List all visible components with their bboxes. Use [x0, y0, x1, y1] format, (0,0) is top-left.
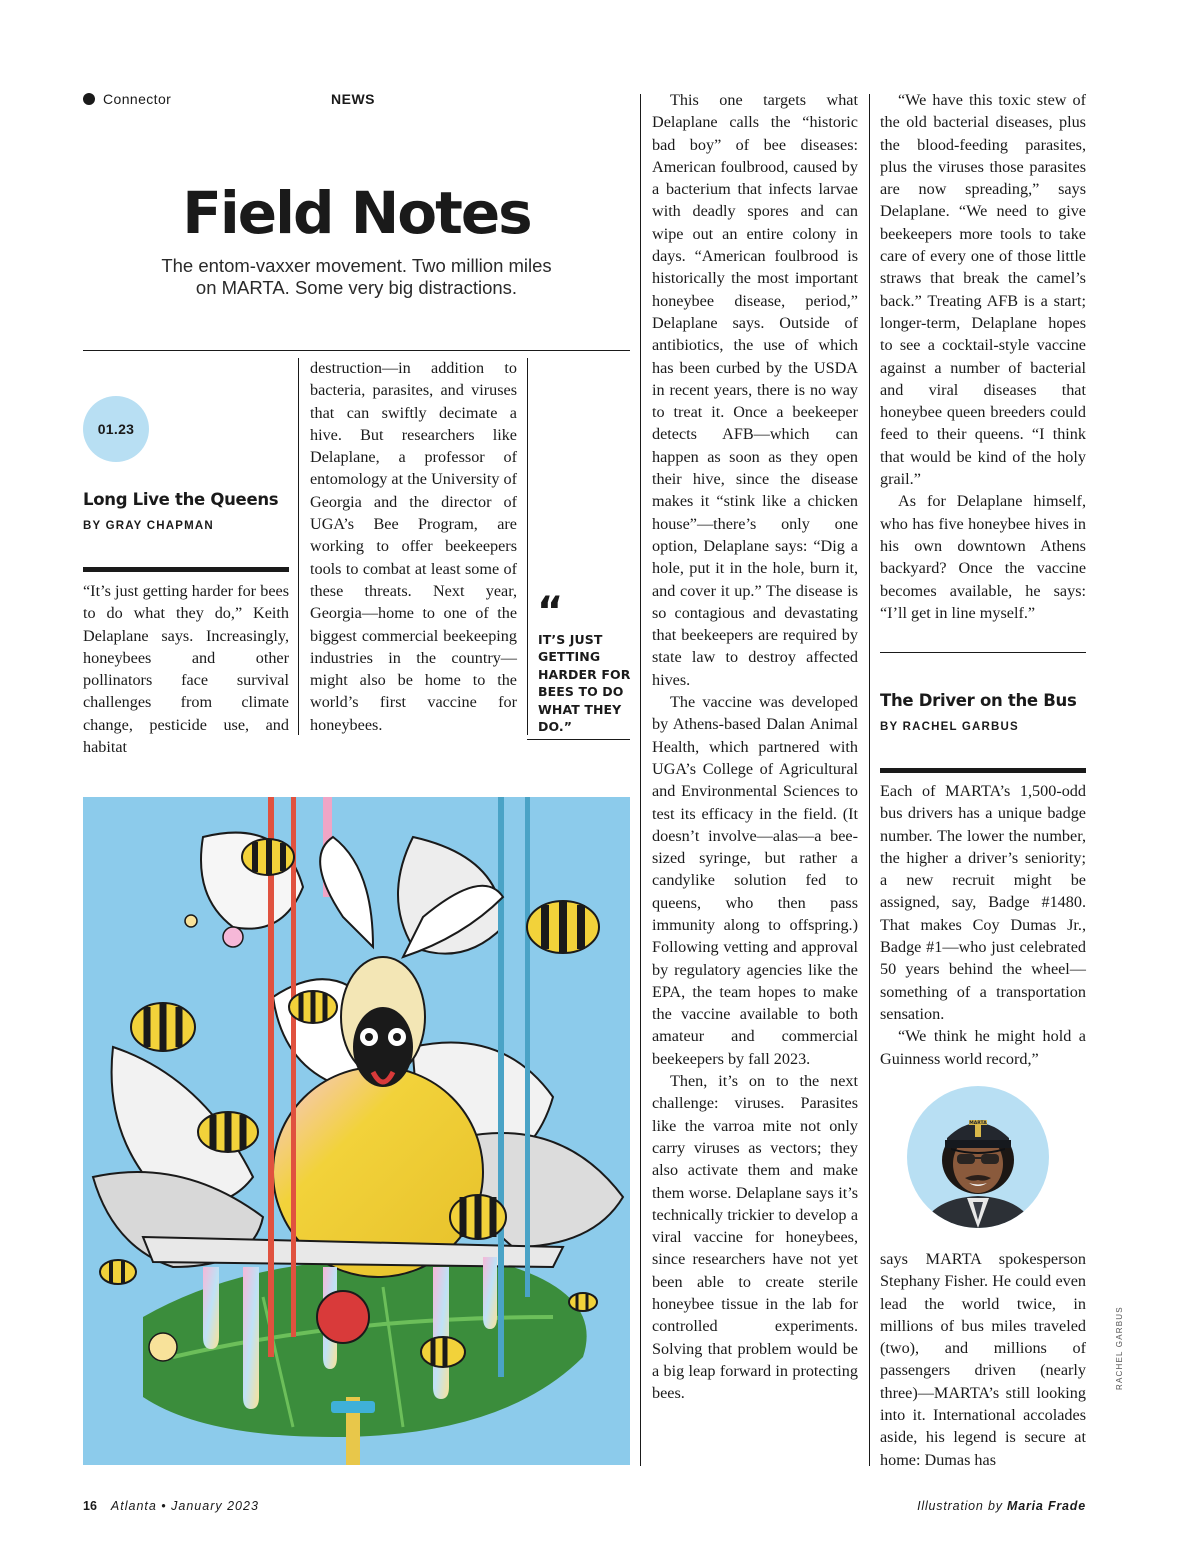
story2-paragraph: says MARTA spokesperson Stephany Fisher. He could even lead the world twice, in millions of bus miles traveled (two), and millions of passengers driven (nearly three)—MARTA’s still looking into it. International accolades aside, his legend is secure at home: Dumas has: [880, 1250, 1086, 1469]
story1-paragraph: destruction—in addition to bacteria, parasites, and viruses that can swiftly decimate a hive. But researchers like Delaplane, a professor of entomology at the University of Georgia and the director of UGA’s Bee Program, are working to offer beekeepers tools to combat at least some of these threats. Next year, Georgia—home to one of the biggest commercial beekeeping industries in the country—might also be home to the world’s first vaccine for honeybees.: [310, 359, 517, 734]
story1-title: Long Live the Queens: [83, 490, 279, 509]
date-badge: 01.23: [83, 396, 149, 462]
column-divider-right: [869, 94, 870, 1466]
credit-name: Maria Frade: [1007, 1499, 1086, 1513]
driver-portrait: [907, 1086, 1049, 1228]
dek-line-1: The entom-vaxxer movement. Two million miles: [161, 255, 552, 276]
story1-paragraph: The vaccine was developed by Athens-based Dalan Animal Health, which partnered with UGA’s College of Agricultural and Environmental Sciences to test its efficacy in the field. (It doesn’t involve—alas—a bee-sized syringe, but rather a candylike solution fed to queens, who then pass immunity along to offspring.) Following vetting and approval by regulatory agencies like the EPA, the team hopes to make the vaccine available to both amateur and commercial beekeepers by fall 2023.: [652, 693, 858, 1068]
story2-byline: BY RACHEL GARBUS: [880, 721, 1019, 733]
story2-title: The Driver on the Bus: [880, 691, 1077, 710]
credit-prefix: Illustration by: [917, 1499, 1008, 1513]
header-divider: [83, 350, 630, 351]
bee-flower-illustration: [83, 797, 630, 1465]
category-label: NEWS: [331, 91, 375, 107]
page-folio: [83, 1499, 259, 1513]
section-label: [83, 91, 171, 107]
page-dek: [83, 255, 630, 299]
section-name: Connector: [103, 91, 172, 107]
story1-paragraph: “We have this toxic stew of the old bacterial diseases, plus the blood-feeding parasites, plus the viruses those parasites are now spreading,” says Delaplane. “We need to give beekeepers more tools to take care of every one of those little straws that break the camel’s back.” Treating AFB is a start; longer-term, Delaplane hopes to see a cocktail-style vaccine against a number of bacterial and viral diseases that honeybee queen breeders could feed to their queens. “I think that would be kind of the holy grail.”: [880, 91, 1086, 489]
illustration-credit: [917, 1499, 1086, 1513]
story2-rule: [880, 768, 1086, 773]
story-divider: [880, 652, 1086, 653]
magazine-issue: Atlanta • January 2023: [110, 1499, 259, 1513]
story2-paragraph: “We think he might hold a Guinness world record,”: [880, 1027, 1086, 1068]
story2-paragraph: Each of MARTA’s 1,500-odd bus drivers has a unique badge number. The lower the number, the higher a driver’s seniority; a new recruit might be assigned, say, Badge #1480. That makes Coy Dumas Jr., Badge #1—who just celebrated 50 years behind the wheel—something of a transportation sensation.: [880, 782, 1086, 1023]
photo-credit: RACHEL GARBUS: [1115, 1306, 1124, 1390]
section-dot-icon: [83, 93, 95, 105]
column-divider-story1: [298, 358, 299, 735]
pull-quote: IT’S JUST GETTING HARDER FOR BEES TO DO WHAT THEY DO.”: [538, 632, 631, 735]
story1-column-1: [83, 580, 289, 758]
story1-paragraph: This one targets what Delaplane calls the “historic bad boy” of bee diseases: American foulbrood, caused by a bacterium that infects larvae with deadly spores and can wipe out an entire colony in days. “American foulbrood is historically the most important honeybee disease, period,” Delaplane says. Outside of antibiotics, the use of which has been curbed by the USDA in recent years, there is no way to treat it. Once a beekeeper detects AFB—which can happen as soon as they open their hive, since the disease makes it “stink like a chicken house”—there’s only one option, Delaplane says: “Dig a hole, put it in the hole, burn it, and cover it up.” The disease is so contagious and devastating that beekeepers are required by state law to destroy affected hives.: [652, 91, 858, 689]
story1-paragraph: Then, it’s on to the next challenge: viruses. Parasites like the varroa mite not only carry viruses as vectors; they also activate them and make them worse. Delaplane says it’s technically trickier to develop a viral vaccine for honeybees, since researchers have not yet been able to create sterile honeybee tissue in the lab for controlled experiments. Solving that problem would be a big leap forward in protecting bees.: [652, 1072, 858, 1403]
page-number: 16: [83, 1499, 97, 1513]
story1-column-3: [652, 89, 858, 1405]
cap-badge-text: MARTA: [969, 1121, 987, 1126]
story1-column-2: [310, 357, 517, 736]
story2-column-bottom: [880, 1248, 1086, 1471]
story2-column-top: [880, 780, 1086, 1070]
dek-line-2: on MARTA. Some very big distractions.: [195, 277, 518, 298]
column-divider-pullquote: [527, 358, 528, 735]
column-divider-main: [640, 94, 641, 1466]
story1-paragraph: “It’s just getting harder for bees to do what they do,” Keith Delaplane says. Increasingly, honeybees and other pollinators face survival challenges from climate change, pesticide use, and habitat: [83, 582, 289, 757]
story1-column-4: [880, 89, 1086, 624]
story1-paragraph: As for Delaplane himself, who has five honeybee hives in his own downtown Athens backyard? Once the vaccine becomes available, he says: “I’ll get in line myself.”: [880, 492, 1086, 622]
story1-rule: [83, 567, 289, 572]
page-title: Field Notes: [182, 179, 531, 247]
story1-byline: BY GRAY CHAPMAN: [83, 520, 214, 532]
quote-mark-icon: “: [537, 589, 564, 635]
pullquote-divider: [527, 739, 630, 740]
